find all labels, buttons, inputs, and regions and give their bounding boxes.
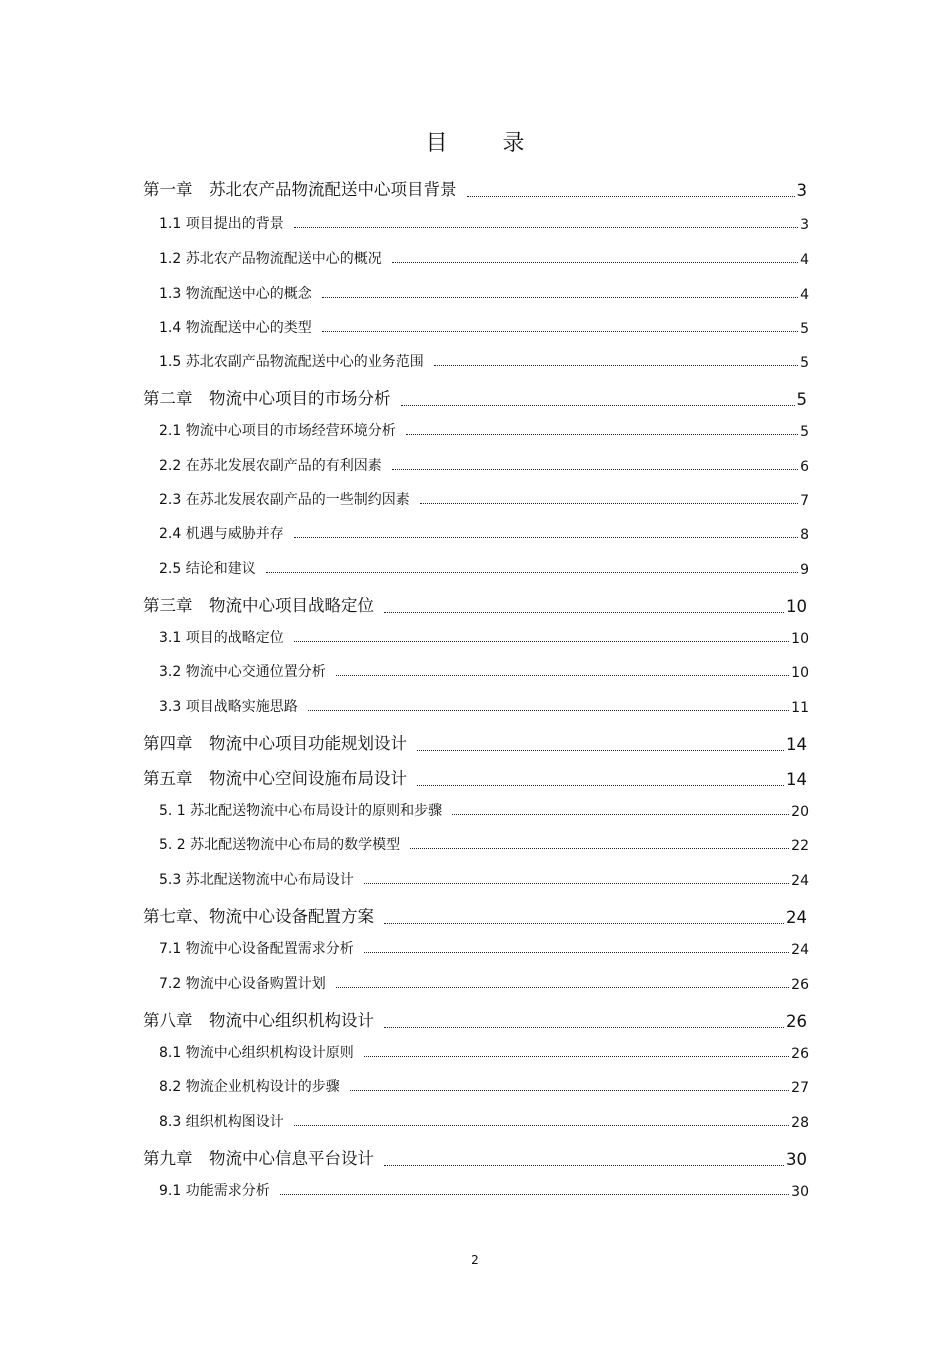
toc-dot-leader — [266, 572, 798, 573]
toc-entry-page: 3 — [800, 217, 809, 233]
toc-section-entry[interactable] — [0, 317, 950, 337]
toc-dot-leader — [294, 1125, 789, 1126]
toc-entry-label: 3.1 项目的战略定位 — [159, 630, 284, 646]
toc-entry-label: 第八章 物流中心组织机构设计 — [143, 1011, 374, 1030]
toc-dot-leader — [417, 785, 784, 786]
toc-entry-page: 24 — [791, 873, 809, 889]
toc-entry-page: 26 — [791, 977, 809, 993]
toc-chapter-entry[interactable] — [0, 903, 950, 927]
toc-entry-label: 2.5 结论和建议 — [159, 561, 256, 577]
toc-entry-page: 30 — [791, 1184, 809, 1200]
toc-dot-leader — [294, 537, 798, 538]
toc-dot-leader — [434, 365, 798, 366]
toc-dot-leader — [322, 297, 798, 298]
toc-entry-page: 26 — [791, 1046, 809, 1062]
toc-entry-label: 第五章 物流中心空间设施布局设计 — [143, 769, 407, 788]
toc-section-entry[interactable] — [0, 973, 950, 993]
toc-entry-label: 1.4 物流配送中心的类型 — [159, 320, 312, 336]
toc-entry-label: 第四章 物流中心项目功能规划设计 — [143, 734, 407, 753]
toc-dot-leader — [410, 848, 789, 849]
toc-dot-leader — [364, 1056, 789, 1057]
toc-chapter-entry[interactable] — [0, 592, 950, 616]
toc-entry-page: 11 — [791, 700, 809, 716]
toc-chapter-entry[interactable] — [0, 730, 950, 754]
toc-entry-label: 5. 1 苏北配送物流中心布局设计的原则和步骤 — [159, 803, 443, 819]
toc-entry-label: 9.1 功能需求分析 — [159, 1183, 270, 1199]
toc-entry-label: 第九章 物流中心信息平台设计 — [143, 1149, 374, 1168]
toc-entry-label: 8.3 组织机构图设计 — [159, 1114, 284, 1130]
toc-section-entry[interactable] — [0, 1111, 950, 1131]
toc-entry-page: 14 — [786, 735, 807, 754]
toc-entry-label: 5. 2 苏北配送物流中心布局的数学模型 — [159, 837, 401, 853]
toc-entry-page: 24 — [786, 908, 807, 927]
toc-section-entry[interactable] — [0, 938, 950, 958]
toc-entry-page: 7 — [800, 493, 809, 509]
page-number: 2 — [471, 1253, 479, 1267]
toc-entry-page: 24 — [791, 942, 809, 958]
toc-section-entry[interactable] — [0, 627, 950, 647]
toc-dot-leader — [336, 987, 789, 988]
toc-section-entry[interactable] — [0, 558, 950, 578]
toc-entry-page: 10 — [791, 665, 809, 681]
toc-section-entry[interactable] — [0, 869, 950, 889]
toc-dot-leader — [420, 503, 798, 504]
toc-section-entry[interactable] — [0, 523, 950, 543]
toc-chapter-entry[interactable] — [0, 176, 950, 200]
toc-entry-page: 10 — [786, 597, 807, 616]
toc-entry-label: 7.2 物流中心设备购置计划 — [159, 976, 326, 992]
toc-entry-page: 4 — [800, 287, 809, 303]
toc-dot-leader — [392, 262, 798, 263]
toc-entry-page: 14 — [786, 770, 807, 789]
toc-section-entry[interactable] — [0, 661, 950, 681]
toc-chapter-entry[interactable] — [0, 385, 950, 409]
toc-entry-label: 1.2 苏北农产品物流配送中心的概况 — [159, 251, 382, 267]
toc-entry-label: 2.3 在苏北发展农副产品的一些制约因素 — [159, 492, 410, 508]
toc-entry-label: 2.1 物流中心项目的市场经营环境分析 — [159, 423, 396, 439]
toc-dot-leader — [294, 227, 798, 228]
toc-dot-leader — [308, 710, 789, 711]
toc-section-entry[interactable] — [0, 455, 950, 475]
toc-dot-leader — [467, 196, 795, 197]
toc-chapter-entry[interactable] — [0, 1007, 950, 1031]
toc-section-entry[interactable] — [0, 420, 950, 440]
toc-section-entry[interactable] — [0, 283, 950, 303]
toc-section-entry[interactable] — [0, 800, 950, 820]
toc-section-entry[interactable] — [0, 489, 950, 509]
toc-dot-leader — [384, 1027, 784, 1028]
toc-dot-leader — [280, 1194, 789, 1195]
toc-entry-page: 28 — [791, 1115, 809, 1131]
toc-entry-label: 1.5 苏北农副产品物流配送中心的业务范围 — [159, 354, 424, 370]
toc-entry-label: 3.3 项目战略实施思路 — [159, 699, 298, 715]
toc-dot-leader — [406, 434, 798, 435]
toc-dot-leader — [384, 923, 784, 924]
toc-entry-page: 22 — [791, 838, 809, 854]
toc-dot-leader — [392, 469, 798, 470]
toc-entry-page: 10 — [791, 631, 809, 647]
toc-dot-leader — [364, 883, 789, 884]
toc-entry-label: 2.4 机遇与威胁并存 — [159, 526, 284, 542]
toc-entry-page: 20 — [791, 804, 809, 820]
toc-dot-leader — [294, 641, 789, 642]
toc-entry-label: 第七章、物流中心设备配置方案 — [143, 907, 374, 926]
toc-dot-leader — [384, 612, 784, 613]
toc-entry-label: 5.3 苏北配送物流中心布局设计 — [159, 872, 354, 888]
toc-dot-leader — [384, 1165, 784, 1166]
toc-entry-label: 第二章 物流中心项目的市场分析 — [143, 389, 391, 408]
toc-entry-page: 5 — [800, 424, 809, 440]
toc-entry-page: 5 — [800, 321, 809, 337]
toc-section-entry[interactable] — [0, 351, 950, 371]
toc-section-entry[interactable] — [0, 1180, 950, 1200]
toc-entry-label: 1.3 物流配送中心的概念 — [159, 286, 312, 302]
toc-entry-label: 8.1 物流中心组织机构设计原则 — [159, 1045, 354, 1061]
toc-dot-leader — [364, 952, 789, 953]
toc-entry-label: 8.2 物流企业机构设计的步骤 — [159, 1079, 340, 1095]
toc-entry-label: 3.2 物流中心交通位置分析 — [159, 664, 326, 680]
toc-title: 目 录 — [425, 131, 549, 156]
toc-dot-leader — [322, 331, 798, 332]
toc-entry-page: 4 — [800, 252, 809, 268]
toc-entry-page: 27 — [791, 1080, 809, 1096]
toc-section-entry[interactable] — [0, 696, 950, 716]
toc-dot-leader — [452, 814, 789, 815]
toc-section-entry[interactable] — [0, 1076, 950, 1096]
toc-entry-page: 5 — [800, 355, 809, 371]
toc-dot-leader — [401, 405, 795, 406]
toc-section-entry[interactable] — [0, 1042, 950, 1062]
toc-section-entry[interactable] — [0, 213, 950, 233]
toc-entry-label: 7.1 物流中心设备配置需求分析 — [159, 941, 354, 957]
toc-entry-page: 5 — [796, 390, 807, 409]
toc-dot-leader — [336, 675, 789, 676]
toc-entry-page: 30 — [786, 1150, 807, 1169]
toc-chapter-entry[interactable] — [0, 1145, 950, 1169]
toc-entry-label: 2.2 在苏北发展农副产品的有利因素 — [159, 458, 382, 474]
toc-section-entry[interactable] — [0, 248, 950, 268]
toc-entry-page: 3 — [796, 181, 807, 200]
toc-entry-page: 9 — [800, 562, 809, 578]
toc-entry-page: 6 — [800, 459, 809, 475]
toc-entry-label: 1.1 项目提出的背景 — [159, 216, 284, 232]
toc-dot-leader — [350, 1090, 789, 1091]
toc-dot-leader — [417, 750, 784, 751]
toc-entry-page: 26 — [786, 1012, 807, 1031]
toc-entry-label: 第一章 苏北农产品物流配送中心项目背景 — [143, 180, 457, 199]
toc-entry-label: 第三章 物流中心项目战略定位 — [143, 596, 374, 615]
toc-section-entry[interactable] — [0, 834, 950, 854]
toc-chapter-entry[interactable] — [0, 765, 950, 789]
toc-entry-page: 8 — [800, 527, 809, 543]
